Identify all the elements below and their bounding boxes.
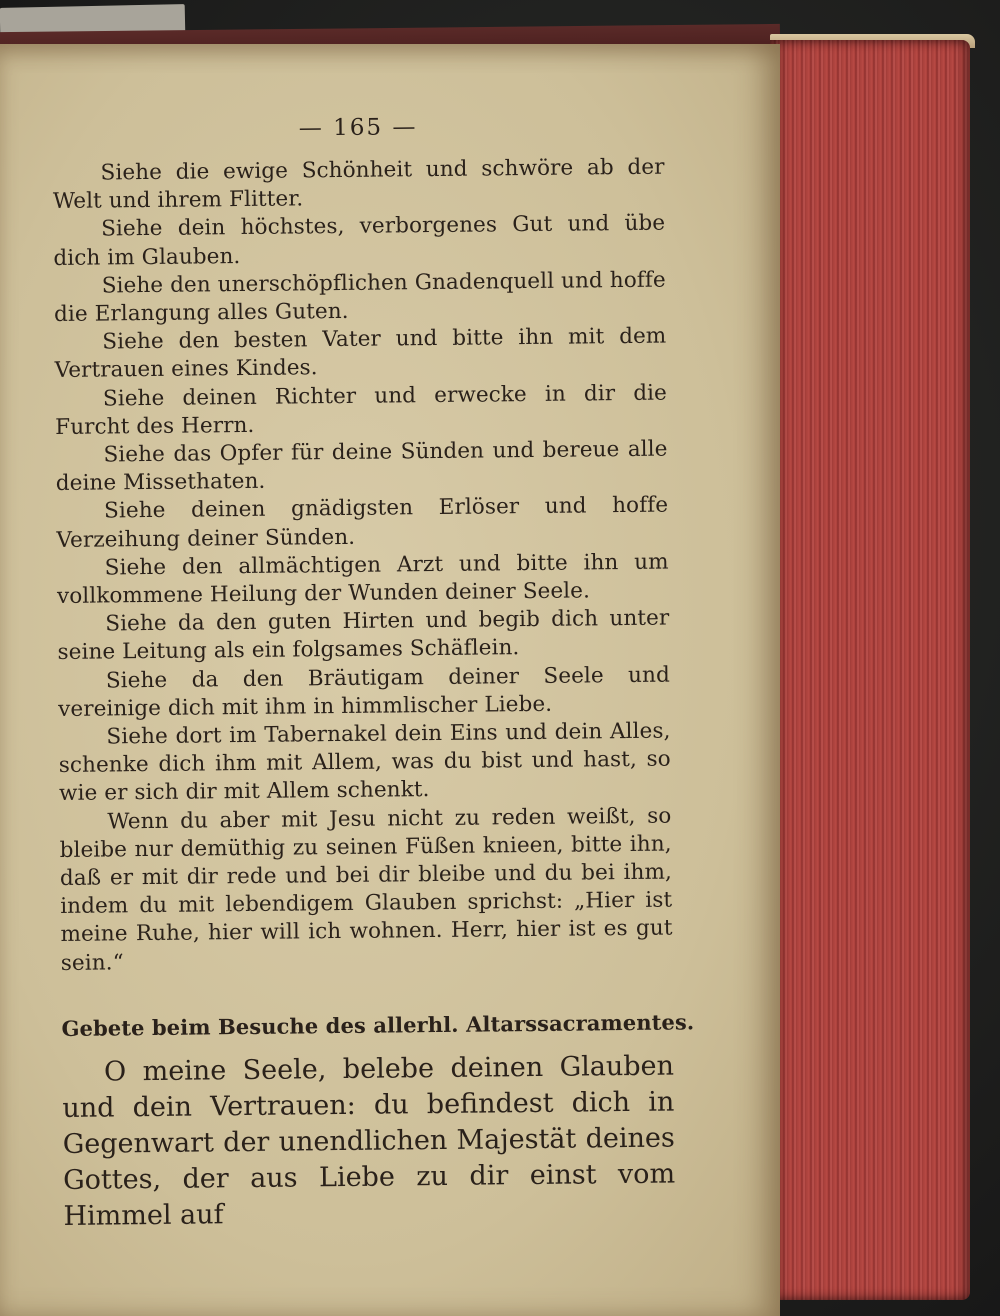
paragraph-2: Siehe dein höchstes, verborgenes Gut und übe dich im Glauben. [53,210,666,271]
paragraph-5: Siehe deinen Richter und erwecke in dir die Furcht des Herrn. [55,380,668,440]
page-text [52,112,695,1235]
paragraph-11: Siehe dort im Tabernakel dein Eins und dein Alles, schenke dich ihm mit Allem, was du bist und hast, so wie er sich dir mit Allem schenkt. [58,718,671,807]
paragraph-10: Siehe da den Bräutigam deiner Seele und vereinige dich mit ihm in himmlischer Liebe. [58,662,670,722]
paragraph-8: Siehe den allmächtigen Arzt und bitte ihn um vollkommene Heilung der Wunden deiner Seele. [56,549,669,610]
paragraph-7: Siehe deinen gnädigsten Erlöser und hoffe Verzeihung deiner Sünden. [56,493,669,553]
paragraph-4: Siehe den besten Vater und bitte ihn mit dem Vertrauen eines Kindes. [54,323,667,384]
paragraph-1: Siehe die ewige Schönheit und schwöre ab der Welt und ihrem Flitter. [52,154,665,215]
prayer-paragraph: O meine Seele, belebe deinen Glauben und dein Vertrauen: du befindest dich in Gegenwart der unendlichen Majestät deines Gottes, der aus Liebe zu dir einst vom Himmel auf [62,1050,676,1232]
page-edges [770,40,970,1300]
paragraph-6: Siehe das Opfer für deine Sünden und bereue alle deine Missethaten. [55,436,668,497]
section-heading: Gebete beim Besuche des allerhl. Altarssacramentes. [61,1009,695,1041]
page-number: — 165 — [298,114,418,142]
paragraph-9: Siehe da den guten Hirten und begib dich unter seine Leitung als ein folgsames Schäflein. [57,605,670,666]
paragraph-3: Siehe den unerschöpflichen Gnadenquell und hoffe die Erlangung alles Guten. [53,267,666,328]
paragraph-12: Wenn du aber mit Jesu nicht zu reden weißt, so bleibe nur demüthig zu seinen Füßen knieen, bitte ihn, daß er mit dir rede und bei dir bleibe und du bei ihm, indem du mit lebendigem Glauben sprichst: „Hier ist meine Ruhe, hier will ich wohnen. Herr, hier ist es gut sein.“ [59,803,673,976]
